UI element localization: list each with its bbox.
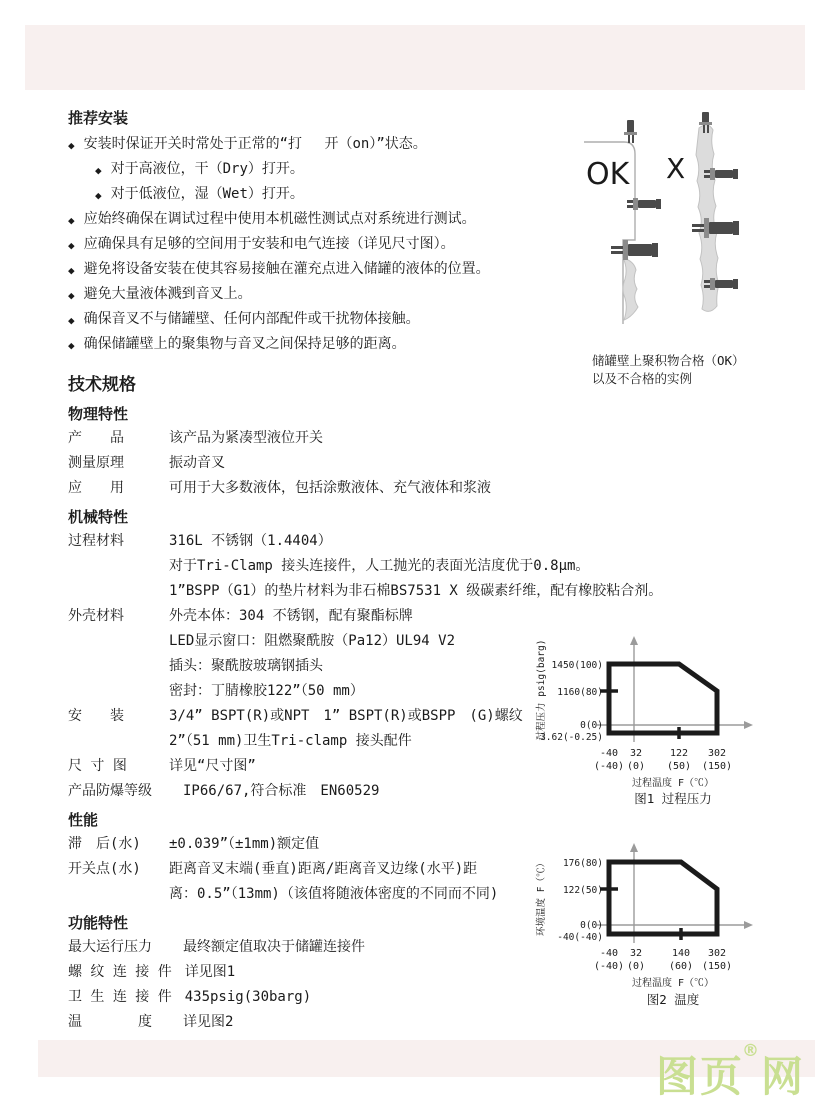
section-title-recommended-install: 推荐安装 [68, 109, 129, 127]
chart2-ytick-label: 0(0) [580, 920, 603, 931]
spec-value: 详见图1 [184, 964, 236, 980]
spec-value: 离：0.5”（13mm)（该值将随液体密度的不同而不同) [169, 886, 499, 902]
spec-value: 距离音叉末端(垂直)距离/距离音叉边缘(水平)距 [169, 861, 478, 877]
spec-label: 产品防爆等级 [68, 783, 152, 799]
chart1-ytick-label: -3.62(-0.25) [534, 732, 603, 743]
spec-value: 插头：聚酰胺玻璃钢插头 [169, 658, 323, 674]
spec-value: 2”（51 mm)卫生Tri-clamp 接头配件 [169, 733, 412, 749]
spec-label: 温 度 [68, 1014, 152, 1030]
chart2-xtick-label: (150) [701, 961, 733, 972]
spec-row [68, 529, 768, 604]
chart1-xtick-label: 122 [669, 748, 689, 759]
spec-value: 密封：丁腈橡胶122”（50 mm） [169, 683, 364, 699]
chart1-ytick-label: 1450(100) [551, 660, 603, 671]
bullet-item [68, 257, 583, 282]
bullet-diamond-icon: ◆ [68, 264, 75, 277]
spec-value: 可用于大多数液体，包括涂敷液体、充气液体和浆液 [169, 480, 491, 496]
spec-value: 对于Tri-Clamp 接头连接件，人工抛光的表面光洁度优于0.8μm。 [169, 558, 590, 574]
bullet-text: 避免大量液体溅到音叉上。 [83, 286, 252, 302]
chart1-xtick-label: -40 [599, 748, 619, 759]
section-title-tech-specs: 技术规格 [68, 375, 136, 395]
subsection-functional: 功能特性 [68, 914, 129, 932]
bullet-item [68, 132, 583, 157]
top-header-band [25, 25, 805, 90]
spec-label: 卫 生 连 接 件 [68, 989, 172, 1005]
bullet-diamond-icon: ◆ [95, 164, 102, 177]
bullet-text: 应确保具有足够的空间用于安装和电气连接（详见尺寸图）。 [83, 236, 455, 252]
chart1-y-arrow-icon [630, 636, 638, 645]
spec-value: IP66/67,符合标准 EN60529 [183, 783, 380, 799]
recommended-install-section [68, 106, 583, 357]
bullet-item [68, 307, 583, 332]
diagram-caption-line2: 以及不合格的实例 [592, 371, 693, 386]
spec-label: 应 用 [68, 480, 124, 496]
spec-label: 安 装 [68, 708, 124, 724]
x-label: X [666, 152, 686, 185]
chart2-y-arrow-icon [630, 843, 638, 852]
bullet-item [68, 182, 583, 207]
chart2-caption: 图2 温度 [646, 992, 700, 1007]
bullet-diamond-icon: ◆ [95, 189, 102, 202]
watermark-text: 图页 [656, 1052, 745, 1101]
spec-label: 开关点(水) [68, 861, 141, 877]
registered-icon: ® [742, 1041, 760, 1061]
watermark-text: 网 [761, 1052, 806, 1101]
chart2-xtick-label: (60) [668, 961, 694, 972]
bullet-text: 对于低液位，湿（Wet）打开。 [110, 186, 304, 202]
spec-row [68, 451, 768, 476]
bullet-item [68, 207, 583, 232]
chart1-x-arrow-icon [744, 721, 753, 729]
spec-value: 435psig(30barg) [184, 989, 312, 1005]
chart1-y-axis-label: 过程压力 psig(barg) [536, 639, 547, 741]
spec-value: 1”BSPP（G1）的垫片材料为非石棉BS7531 X 级碳素纤维，配有橡胶粘合剂。 [169, 583, 663, 599]
chart1-caption: 图1 过程压力 [634, 791, 712, 806]
chart1-envelope [609, 664, 717, 733]
spec-label: 外壳材料 [68, 608, 124, 624]
spec-value: 316L 不锈钢（1.4404） [169, 533, 332, 549]
spec-value: 外壳本体：304 不锈钢，配有聚酯标牌 [169, 608, 413, 624]
spec-label: 滞 后(水) [68, 836, 141, 852]
bullet-text: 应始终确保在调试过程中使用本机磁性测试点对系统进行测试。 [83, 211, 476, 227]
spec-label: 螺 纹 连 接 件 [68, 964, 172, 980]
watermark-logo [656, 1041, 806, 1101]
spec-value: 3/4” BSPT(R)或NPT 1” BSPT(R)或BSPP (G)螺纹 [169, 708, 523, 724]
bullet-item [68, 232, 583, 257]
spec-value: ±0.039”（±1mm)额定值 [169, 836, 320, 852]
chart1-xtick-label: 32 [629, 748, 643, 759]
spec-label: 最大运行压力 [68, 939, 152, 955]
bullet-diamond-icon: ◆ [68, 314, 75, 327]
chart1-xtick-label: (0) [626, 761, 646, 772]
bullet-diamond-icon: ◆ [68, 139, 75, 152]
install-bullet-list [68, 132, 583, 357]
bullet-item [68, 332, 583, 357]
chart1-xtick-label: (50) [666, 761, 692, 772]
chart2-ytick-label: 176(80) [562, 858, 603, 869]
spec-row [68, 476, 768, 501]
tank-wall-illustration [578, 112, 796, 344]
bullet-text: 确保音叉不与储罐壁、任何内部配件或干扰物体接触。 [83, 311, 420, 327]
chart2-xtick-label: 32 [629, 948, 643, 959]
spec-value: LED显示窗口：阻燃聚酰胺（Pa12）UL94 V2 [169, 633, 456, 649]
sensor-icon [611, 240, 658, 260]
spec-label: 过程材料 [68, 533, 124, 549]
chart2-x-axis-label: 过程温度 F（℃） [631, 978, 715, 989]
installation-diagram [578, 112, 803, 388]
bullet-text: 安装时保证开关时常处于正常的“打 开（on）”状态。 [83, 136, 427, 152]
bullet-item [68, 157, 583, 182]
subsection-physical: 物理特性 [68, 405, 129, 423]
chart2-xtick-label: (-40) [593, 961, 625, 972]
chart1-xtick-label: (150) [701, 761, 733, 772]
bullet-diamond-icon: ◆ [68, 289, 75, 302]
spec-value: 该产品为紧凑型液位开关 [169, 430, 323, 446]
bullet-text: 避免将设备安装在使其容易接触在灌充点进入储罐的液体的位置。 [83, 261, 490, 277]
chart1-x-axis-label: 过程温度 F（℃） [631, 778, 715, 789]
spec-label: 产 品 [68, 430, 124, 446]
spec-value: 最终额定值取决于储罐连接件 [183, 939, 365, 955]
spec-value: 振动音叉 [169, 455, 225, 471]
spec-value: 详见“尺寸图” [169, 758, 256, 774]
chart-process-pressure [533, 628, 825, 814]
sensor-icon [627, 198, 661, 210]
chart2-x-arrow-icon [744, 921, 753, 929]
subsection-mechanical: 机械特性 [68, 508, 129, 526]
bullet-item [68, 282, 583, 307]
chart2-xtick-label: 302 [707, 948, 727, 959]
bullet-diamond-icon: ◆ [68, 339, 75, 352]
diagram-caption-line1: 储罐壁上聚积物合格（OK） [592, 353, 745, 368]
subsection-performance: 性能 [68, 811, 99, 829]
chart2-xtick-label: 140 [671, 948, 691, 959]
chart2-ytick-label: -40(-40) [557, 932, 603, 943]
chart1-ytick-label: 0(0) [580, 720, 603, 731]
chart1-xtick-label: 302 [707, 748, 727, 759]
chart2-y-axis-label: 环境温度 F（℃） [536, 858, 547, 936]
bullet-diamond-icon: ◆ [68, 239, 75, 252]
chart2-xtick-label: (0) [626, 961, 646, 972]
chart-temperature [533, 841, 825, 1017]
chart2-envelope [609, 862, 717, 934]
bullet-text: 对于高液位，干（Dry）打开。 [110, 161, 304, 177]
sensor-icon [624, 120, 637, 143]
spec-row [68, 426, 768, 451]
chart1-ytick-label: 1160(80) [557, 687, 603, 698]
chart2-xtick-label: -40 [599, 948, 619, 959]
spec-value: 详见图2 [183, 1014, 234, 1030]
spec-label: 测量原理 [68, 455, 124, 471]
chart2-ytick-label: 122(50) [562, 885, 603, 896]
bullet-diamond-icon: ◆ [68, 214, 75, 227]
ok-label: OK [586, 157, 630, 192]
ok-wall-buildup [623, 258, 638, 320]
spec-label: 尺 寸 图 [68, 758, 127, 774]
bullet-text: 确保储罐壁上的聚集物与音叉之间保持足够的距离。 [83, 336, 406, 352]
chart1-xtick-label: (-40) [593, 761, 625, 772]
